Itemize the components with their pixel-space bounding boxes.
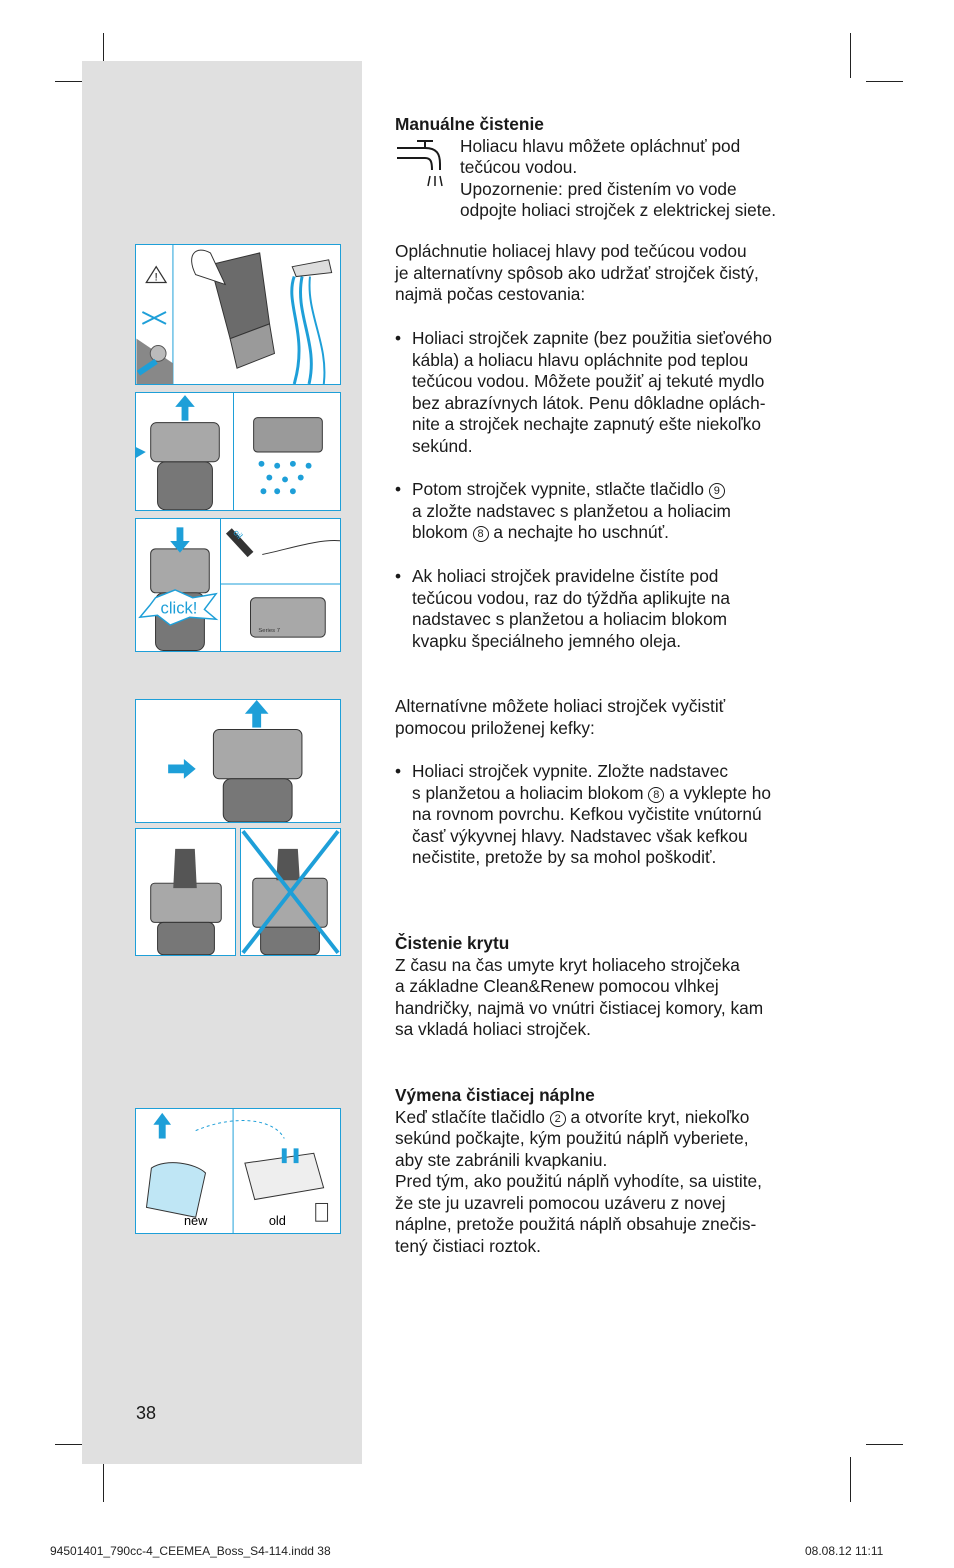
crop-mark: [866, 81, 903, 82]
figure-remove-head: [135, 392, 235, 511]
rinse-illustration: [136, 245, 340, 384]
brush-ok-illustration: [136, 829, 235, 955]
ref-number-8: 8: [473, 526, 489, 542]
bullet-dot: •: [395, 761, 402, 781]
heading-refill: Výmena čistiacej náplne: [395, 1085, 595, 1105]
refill-text: Keď stlačíte tlačidlo: [395, 1106, 545, 1127]
bullet-text: blokom: [412, 522, 468, 542]
refill-line: náplne, pretože použitá náplň obsahuje znečis-: [395, 1214, 757, 1234]
housing-line: handričky, najmä vo vnútri čistiacej komory, kam: [395, 997, 764, 1018]
bullet-line: sekúnd.: [412, 435, 473, 456]
figure-click-attach: [135, 518, 222, 652]
bullet-line: a zložte nadstavec s planžetou a holiacim: [412, 500, 731, 521]
heading-housing: Čistenie krytu: [395, 933, 510, 953]
refill-line: aby ste zabránili kvapkaniu.: [395, 1149, 608, 1170]
bullet-line: nadstavec s planžetou a holiacim blokom: [412, 609, 728, 629]
new-label: new: [183, 1213, 208, 1229]
bullet-text: s planžetou a holiacim blokom: [412, 782, 644, 803]
drops-illustration: [234, 393, 340, 510]
refill-illustration: [136, 1109, 340, 1233]
bullet-line: nečistite, pretože by sa mohol poškodiť.: [412, 847, 717, 867]
bullet-rinse: [395, 328, 825, 457]
bullet-text: a vyklepte ho: [669, 782, 771, 803]
page-number: 38: [136, 1403, 157, 1423]
bullet-line: kábla) a holiacu hlavu opláchnite pod teplou: [412, 349, 749, 370]
housing-line: a základne Clean&Renew pomocou vlhkej: [395, 976, 719, 996]
bullet-dot: •: [395, 566, 402, 586]
bullet-dot: •: [395, 479, 402, 499]
footer-timestamp: 08.08.12 11:11: [805, 1544, 884, 1558]
section-housing: [395, 933, 825, 1041]
bullet-text: Potom strojček vypnite, stlačte tlačidlo: [412, 479, 704, 499]
click-illustration: [136, 519, 221, 651]
bullet-line: [412, 479, 731, 501]
brush-intro: [395, 696, 825, 739]
bullet-line: kvapku špeciálneho jemného oleja.: [412, 630, 681, 651]
svg-text:!: !: [154, 271, 158, 284]
intro-line: najmä počas cestovania:: [395, 284, 586, 304]
refill-line: sekúnd počkajte, kým použitú náplň vyberiete,: [395, 1128, 749, 1148]
oil-label: oil: [231, 527, 245, 541]
crop-mark: [850, 1457, 851, 1502]
bullet-text: a nechajte ho uschnúť.: [493, 522, 669, 542]
click-label: click!: [160, 598, 198, 618]
housing-line: Z času na čas umyte kryt holiaceho strojčeka: [395, 954, 740, 975]
ref-number-2: 2: [550, 1111, 566, 1127]
bullet-line: [412, 783, 771, 805]
bullet-line: nite a strojček nechajte zapnutý ešte niekoľko: [412, 414, 761, 434]
old-label: old: [268, 1213, 286, 1229]
brush-not-ok-illustration: [241, 829, 340, 955]
bullet-line: tečúcou vodou, raz do týždňa aplikujte na: [412, 587, 730, 608]
housing-line: sa vkladá holiaci strojček.: [395, 1019, 591, 1039]
tap-line: Holiacu hlavu môžete opláchnuť pod: [460, 135, 741, 156]
bullet-line: Holiaci strojček zapnite (bez použitia sieťového: [412, 328, 772, 348]
ref-number-9: 9: [709, 483, 725, 499]
footer-file-info: 94501401_790cc-4_CEEMEA_Boss_S4-114.indd 38: [50, 1544, 331, 1558]
figure-refill: [135, 1108, 341, 1234]
bullet-line: Holiaci strojček vypnite. Zložte nadstavec: [412, 761, 728, 781]
ref-number-8: 8: [648, 787, 664, 803]
bullet-line: [412, 522, 731, 544]
figure-rinse-tap: [135, 244, 341, 385]
bullet-line: časť výkyvnej hlavy. Nadstavec však kefkou: [412, 825, 748, 846]
bullet-brush: [395, 761, 825, 869]
figure-brush-ok: [135, 828, 236, 956]
section-manual-cleaning: [395, 114, 825, 222]
intro-line: pomocou priloženej kefky:: [395, 717, 595, 738]
refill-line: [395, 1107, 825, 1129]
tap-icon: [395, 136, 445, 188]
series-label: Series 7: [258, 628, 280, 635]
bullet-line: Ak holiaci strojček pravidelne čistíte pod: [412, 566, 719, 586]
bullet-oil: [395, 566, 825, 652]
figure-oil: [220, 518, 341, 652]
intro-line: je alternatívny spôsob ako udržať strojček čistý,: [395, 262, 759, 283]
bullet-dry: [395, 479, 825, 544]
bullet-dot: •: [395, 328, 402, 348]
section-refill: [395, 1085, 825, 1257]
refill-line: Pred tým, ako použitú náplň vyhodíte, sa uistite,: [395, 1171, 762, 1191]
tap-out-illustration: [136, 700, 340, 822]
oil-illustration: [221, 519, 340, 651]
refill-text: a otvoríte kryt, niekoľko: [570, 1106, 750, 1127]
bullet-line: bez abrazívnych látok. Penu dôkladne oplách-: [412, 392, 766, 413]
figure-brush-not-ok: [240, 828, 341, 956]
intro-line: Alternatívne môžete holiaci strojček vyčistiť: [395, 696, 726, 716]
heading-manual-cleaning: Manuálne čistenie: [395, 114, 544, 134]
figure-tap-out: [135, 699, 341, 823]
figure-water-drops: [233, 392, 341, 511]
refill-line: že ste ju uzavreli pomocou uzáveru z novej: [395, 1192, 726, 1213]
manual-intro: [395, 241, 825, 306]
refill-line: tený čistiaci roztok.: [395, 1235, 541, 1256]
remove-head-illustration: [136, 393, 234, 510]
bullet-line: na rovnom povrchu. Kefkou vyčistite vnútornú: [412, 804, 762, 824]
bullet-line: tečúcou vodou. Môžete použiť aj tekuté mydlo: [412, 371, 765, 391]
tap-line: odpojte holiaci strojček z elektrickej siete.: [460, 200, 777, 220]
tap-line: tečúcou vodou.: [460, 157, 578, 177]
intro-line: Opláchnutie holiacej hlavy pod tečúcou vodou: [395, 241, 747, 261]
crop-mark: [850, 33, 851, 78]
crop-mark: [866, 1444, 903, 1445]
tap-line: Upozornenie: pred čistením vo vode: [460, 178, 737, 199]
